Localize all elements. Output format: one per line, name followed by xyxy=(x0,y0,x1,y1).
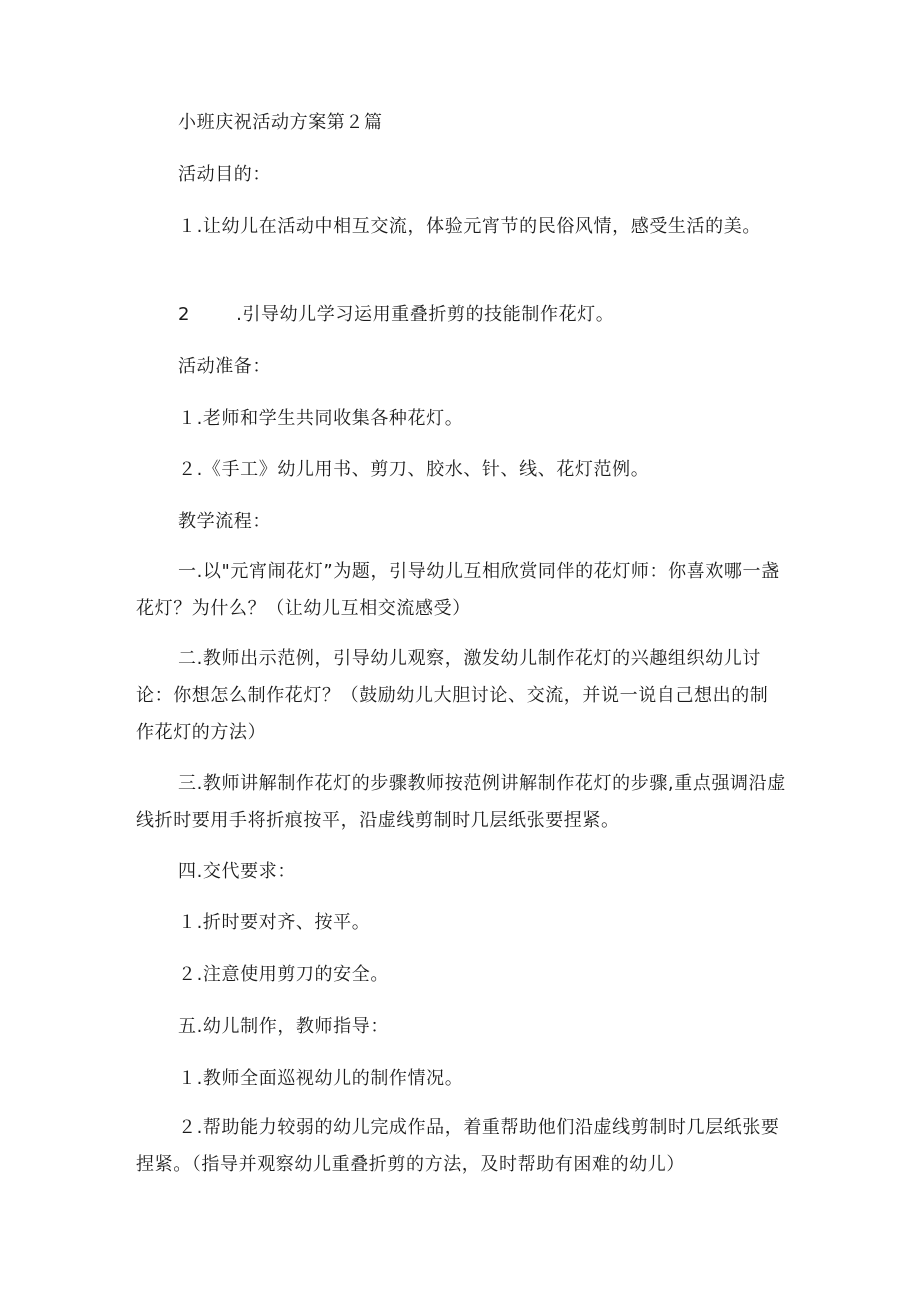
prep-item-2: ２.《手工》幼儿用书、剪刀、胶水、针、线、花灯范例。 xyxy=(178,459,650,480)
guide-item-1: １.教师全面巡视幼儿的制作情况。 xyxy=(178,1068,464,1089)
requirement-1: １.折时要对齐、按平。 xyxy=(178,912,371,933)
goal-item-1: １.让幼儿在活动中相互交流，体验元宵节的民俗风情，感受生活的美。 xyxy=(178,216,761,237)
prep-heading: 活动准备： xyxy=(178,356,271,377)
flow-step-2: 二.教师出示范例，引导幼儿观察，激发幼儿制作花灯的兴趣组织幼儿讨论：你想怎么制作花灯？（鼓励幼儿大胆讨论、交流，并说一说自己想出的制作花灯的方法） xyxy=(136,648,769,743)
flow-step-1: 一.以"元宵闹花灯”为题，引导幼儿互相欣赏同伴的花灯师：你喜欢哪一盏花灯？为什么？（让幼儿互相交流感受） xyxy=(136,561,780,619)
prep-item-1: １.老师和学生共同收集各种花灯。 xyxy=(178,408,464,429)
flow-step-4: 四.交代要求： xyxy=(178,861,296,882)
goal-item-2-number: 2 xyxy=(178,304,191,325)
goal-item-2 xyxy=(178,296,786,333)
flow-heading: 教学流程： xyxy=(178,511,271,532)
requirement-2: ２.注意使用剪刀的安全。 xyxy=(178,964,389,985)
flow-step-5: 五.幼儿制作，教师指导： xyxy=(178,1016,389,1037)
goal-item-2-text: .引导幼儿学习运用重叠折剪的技能制作花灯。 xyxy=(236,304,615,325)
goal-heading: 活动目的： xyxy=(178,164,271,185)
document-title: 小班庆祝活动方案第２篇 xyxy=(178,112,383,133)
flow-step-3: 三.教师讲解制作花灯的步骤教师按范例讲解制作花灯的步骤,重点强调沿虚线折时要用手将折痕按平，沿虚线剪制时几层纸张要捏紧。 xyxy=(136,773,786,831)
guide-item-2: ２.帮助能力较弱的幼儿完成作品，着重帮助他们沿虚线剪制时几层纸张要捏紧。（指导并观察幼儿重叠折剪的方法，及时帮助有困难的幼儿） xyxy=(136,1117,780,1175)
